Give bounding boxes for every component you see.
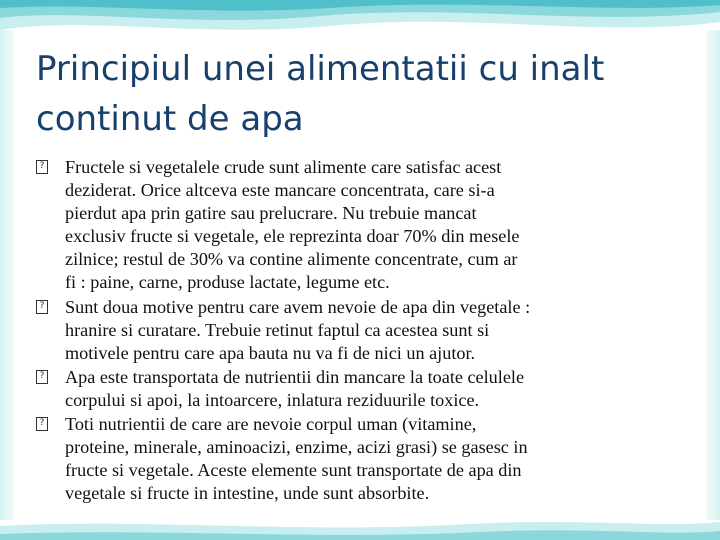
bullet-item: [34, 413, 689, 505]
slide-title: [36, 44, 696, 144]
text-line: corpului si apoi, la intoarcere, inlatura reziduurile toxice.: [65, 389, 480, 410]
bullet-marker-icon: ?: [36, 300, 48, 314]
bottom-wave-decoration: [0, 516, 720, 540]
text-line: Apa este transportata de nutrientii din mancare la toate celulele: [65, 366, 525, 387]
bullet-list: [34, 156, 689, 506]
bullet-marker-icon: ?: [36, 370, 48, 384]
left-edge-decoration: [0, 30, 14, 520]
text-line: Fructele si vegetalele crude sunt alimente care satisfac acest: [65, 157, 502, 177]
title-line: Principiul unei alimentatii cu inalt: [36, 49, 605, 89]
text-line: hranire si curatare. Trebuie retinut faptul ca acestea sunt si: [65, 319, 490, 340]
text-line: zilnice; restul de 30% va contine alimente concentrate, cum ar: [65, 249, 518, 270]
text-line: motivele pentru care apa bauta nu va fi de nici un ajutor.: [65, 342, 476, 363]
text-line: exclusiv fructe si vegetale, ele reprezinta doar 70% din mesele: [65, 226, 520, 247]
right-edge-decoration: [706, 30, 720, 520]
text-line: proteine, minerale, aminoacizi, enzime, acizi grasi) se gasesc in: [65, 437, 528, 458]
text-line: deziderat. Orice altceva este mancare concentrata, care si-a: [65, 180, 495, 201]
text-line: Sunt doua motive pentru care avem nevoie de apa din vegetale :: [65, 296, 531, 317]
bullet-item: [34, 156, 689, 295]
bullet-marker-icon: ?: [36, 417, 48, 431]
bullet-marker-icon: ?: [36, 160, 48, 174]
title-line: continut de apa: [36, 99, 304, 139]
text-line: Toti nutrientii de care are nevoie corpul uman (vitamine,: [65, 414, 477, 435]
text-line: vegetale si fructe in intestine, unde sunt absorbite.: [65, 483, 430, 504]
bullet-item: [34, 296, 689, 365]
text-line: fi : paine, carne, produse lactate, legume etc.: [65, 272, 390, 293]
top-wave-decoration: [0, 0, 720, 40]
text-line: pierdut apa prin gatire sau prelucrare. Nu trebuie mancat: [65, 203, 477, 224]
text-line: fructe si vegetale. Aceste elemente sunt transportate de apa din: [65, 460, 522, 481]
bullet-item: [34, 366, 689, 412]
